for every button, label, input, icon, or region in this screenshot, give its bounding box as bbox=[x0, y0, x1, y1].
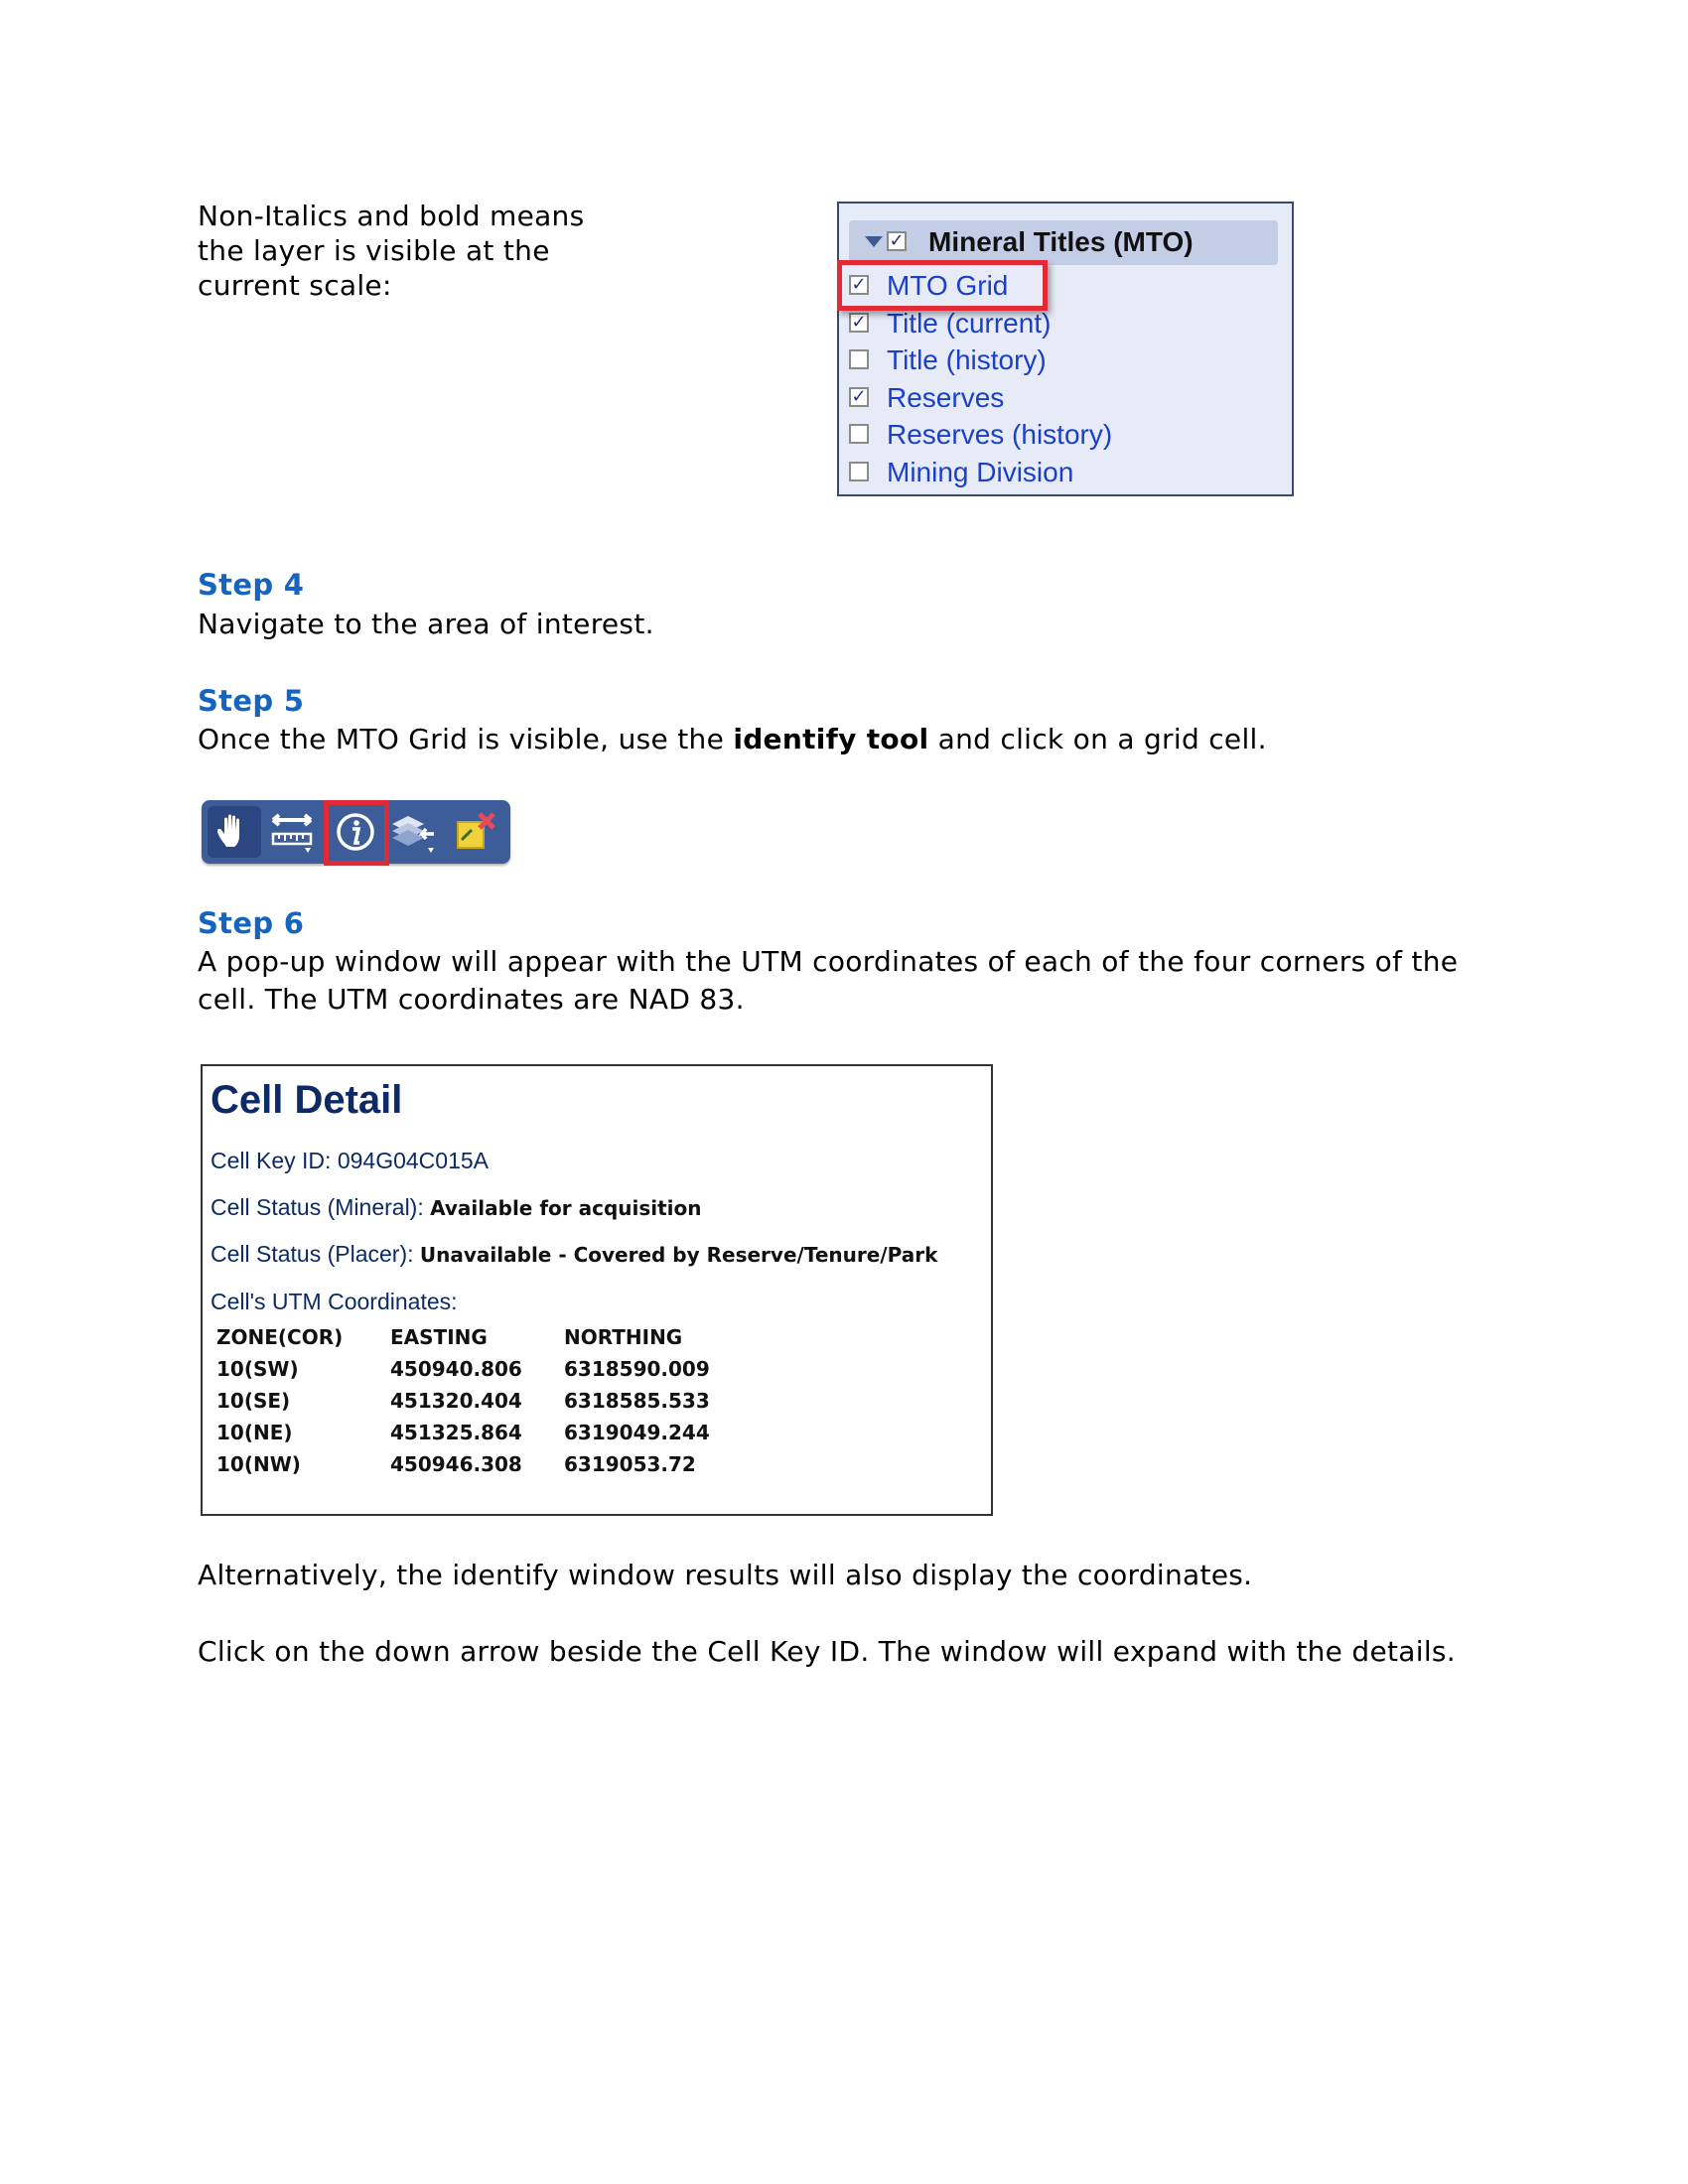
intro-text bbox=[198, 199, 615, 303]
mineral-status-value: Available for acquisition bbox=[430, 1196, 702, 1220]
table-cell: 6318590.009 bbox=[564, 1357, 710, 1381]
step-5-heading: Step 5 bbox=[198, 684, 305, 718]
column-header: NORTHING bbox=[564, 1325, 683, 1349]
table-cell: 451320.404 bbox=[390, 1389, 522, 1413]
layer-label: Title (current) bbox=[887, 308, 1052, 339]
mineral-status-label: Cell Status (Mineral): bbox=[211, 1194, 424, 1220]
step-4-text: Navigate to the area of interest. bbox=[198, 608, 654, 640]
table-cell: 6319053.72 bbox=[564, 1452, 696, 1476]
placer-status-label: Cell Status (Placer): bbox=[211, 1241, 414, 1267]
layer-item-mining-division[interactable] bbox=[847, 456, 1264, 489]
layer-checkbox[interactable] bbox=[849, 424, 869, 444]
table-cell: 10(NE) bbox=[216, 1421, 293, 1444]
step-5-bold-tool: identify tool bbox=[733, 723, 929, 755]
step-6-text bbox=[198, 943, 1488, 1019]
table-cell: 10(SW) bbox=[216, 1357, 299, 1381]
intro-line-1: Non-Italics and bold means bbox=[198, 200, 585, 232]
table-cell: 6319049.244 bbox=[564, 1421, 710, 1444]
table-row bbox=[216, 1448, 723, 1480]
pan-hand-icon[interactable] bbox=[208, 806, 261, 858]
footer-paragraph-2: Click on the down arrow beside the Cell Key ID. The window will expand with the details. bbox=[198, 1635, 1456, 1668]
cell-key-id bbox=[211, 1148, 489, 1174]
layer-checkbox[interactable]: ✓ bbox=[849, 313, 869, 333]
utm-coordinates-heading bbox=[211, 1289, 458, 1315]
intro-line-3: current scale: bbox=[198, 269, 392, 302]
mto-grid-highlight-box bbox=[837, 260, 1048, 311]
layer-group-header[interactable] bbox=[849, 220, 1278, 265]
table-cell: 10(SE) bbox=[216, 1389, 291, 1413]
layer-item-reserves[interactable] bbox=[847, 381, 1264, 415]
cell-detail-popup bbox=[201, 1064, 993, 1516]
step-6-line-1: A pop-up window will appear with the UTM coordinates of each of the four corners of the bbox=[198, 945, 1459, 978]
layer-checkbox[interactable]: ✓ bbox=[849, 275, 869, 295]
column-header: EASTING bbox=[390, 1325, 488, 1349]
table-cell: 450940.806 bbox=[390, 1357, 522, 1381]
layer-label: Mining Division bbox=[887, 457, 1074, 487]
clear-notes-icon[interactable] bbox=[448, 806, 501, 858]
layer-label: MTO Grid bbox=[887, 270, 1009, 301]
layer-label: Title (history) bbox=[887, 344, 1047, 375]
layer-group-title: Mineral Titles (MTO) bbox=[928, 226, 1194, 257]
utm-coordinates-label: Cell's UTM Coordinates: bbox=[211, 1289, 458, 1314]
table-cell: 6318585.533 bbox=[564, 1389, 710, 1413]
step-5-text-before: Once the MTO Grid is visible, use the bbox=[198, 723, 734, 755]
table-row bbox=[216, 1353, 723, 1385]
table-cell: 451325.864 bbox=[390, 1421, 522, 1444]
layer-item-title-history[interactable] bbox=[847, 343, 1264, 377]
table-cell: 10(NW) bbox=[216, 1452, 301, 1476]
step-6-heading: Step 6 bbox=[198, 906, 305, 940]
step-5-text-after: and click on a grid cell. bbox=[928, 723, 1267, 755]
collapse-triangle-icon[interactable] bbox=[865, 236, 883, 247]
layer-checkbox[interactable]: ✓ bbox=[849, 387, 869, 407]
column-header: ZONE(COR) bbox=[216, 1325, 344, 1349]
placer-status-value: Unavailable - Covered by Reserve/Tenure/Park bbox=[419, 1243, 938, 1267]
step-5-text bbox=[198, 721, 1488, 758]
table-cell: 450946.308 bbox=[390, 1452, 522, 1476]
layers-back-icon[interactable] bbox=[386, 806, 440, 858]
table-header-row bbox=[216, 1321, 723, 1353]
layer-item-title-current[interactable] bbox=[847, 307, 1264, 341]
table-row bbox=[216, 1385, 723, 1417]
layer-panel-screenshot bbox=[837, 202, 1294, 496]
measure-icon[interactable] bbox=[265, 806, 319, 858]
layer-checkbox[interactable] bbox=[849, 462, 869, 481]
table-row bbox=[216, 1417, 723, 1448]
cell-status-mineral bbox=[211, 1194, 702, 1221]
cell-detail-title: Cell Detail bbox=[211, 1078, 403, 1122]
layer-item-reserves-history[interactable] bbox=[847, 418, 1264, 452]
intro-line-2: the layer is visible at the bbox=[198, 234, 550, 267]
identify-tool-highlight-box bbox=[324, 800, 389, 866]
group-checkbox[interactable]: ✓ bbox=[887, 231, 907, 251]
cell-key-id-label: Cell Key ID: 094G04C015A bbox=[211, 1148, 489, 1173]
layer-checkbox[interactable] bbox=[849, 349, 869, 369]
layer-label: Reserves bbox=[887, 382, 1005, 413]
step-4-heading: Step 4 bbox=[198, 568, 305, 602]
step-6-line-2: cell. The UTM coordinates are NAD 83. bbox=[198, 983, 745, 1016]
layer-label: Reserves (history) bbox=[887, 419, 1113, 450]
footer-paragraph-1: Alternatively, the identify window results will also display the coordinates. bbox=[198, 1559, 1253, 1591]
utm-coordinates-table bbox=[216, 1321, 723, 1480]
cell-status-placer bbox=[211, 1241, 937, 1268]
